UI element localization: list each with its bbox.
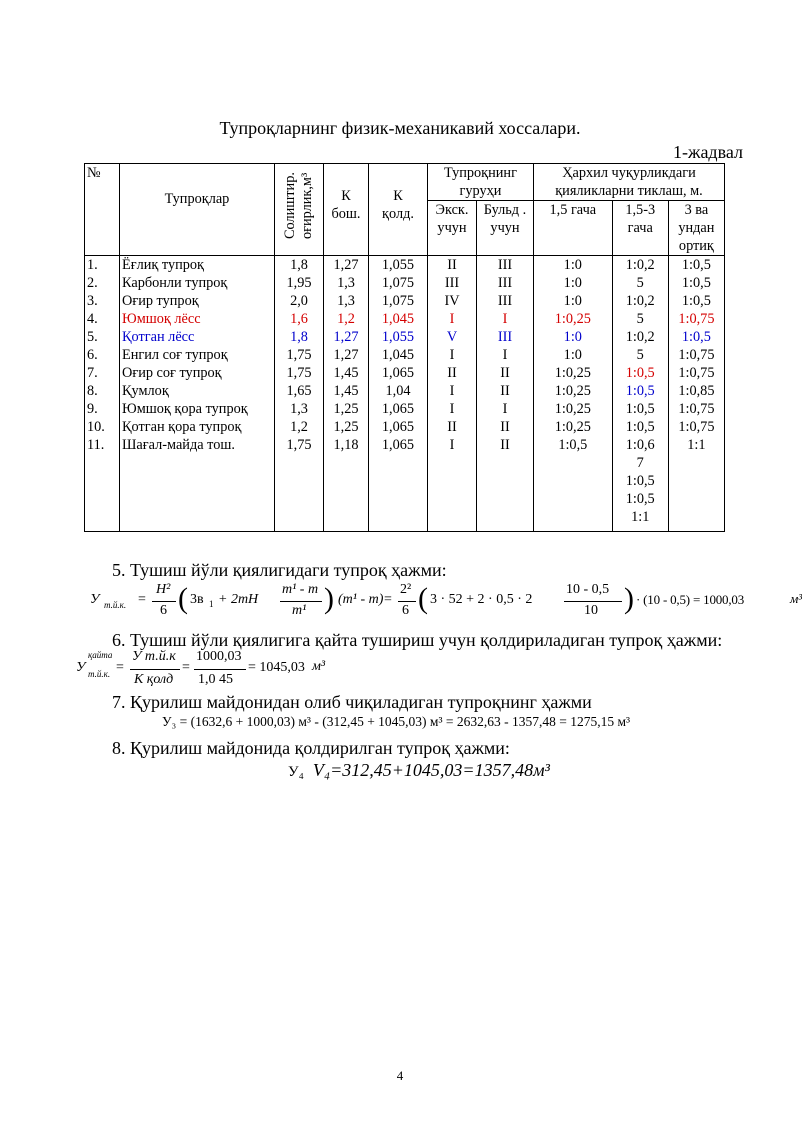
- cell-e: I: [449, 401, 455, 417]
- cell-b: II: [500, 437, 510, 453]
- cell-col-d3-lines: 1:0,5: [681, 257, 711, 273]
- f5-frac2-num: m¹ - m: [282, 582, 319, 597]
- section-8-formula: [288, 760, 550, 781]
- document-title: Тупроқларнинг физик-механикавий хоссалари.: [219, 118, 581, 138]
- header-specific-weight: [275, 164, 324, 256]
- cell-col-d2-lines: 1:0,5: [625, 383, 655, 399]
- cell-n: 8.: [87, 383, 98, 399]
- cell-w: 1,8: [290, 329, 308, 345]
- f5-paren1-mid: + 2mH: [218, 592, 259, 607]
- cell-col-d2-lines: 5: [636, 311, 644, 327]
- cell-name: Шағал-майда тош.: [122, 437, 235, 453]
- f6-lhs-sup: қайта: [88, 650, 113, 660]
- cell-d1: 1:0: [563, 275, 582, 291]
- f5-frac4-num: 10 - 0,5: [566, 582, 610, 597]
- section-7-formula: У₃ = (1632,6 + 1000,03) м³ - (312,45 + 1045,03) м³ = 2632,63 - 1357,48 = 1275,15 м³: [162, 714, 631, 729]
- cell-e: II: [447, 257, 457, 273]
- column-excavator: [428, 256, 477, 532]
- f5-lhs: У: [90, 592, 100, 607]
- section-5-heading: 5. Тушиш йўли қиялигидаги тупроқ ҳажми:: [112, 560, 447, 580]
- cell-w: 1,75: [286, 365, 312, 381]
- cell-name: Юмшоқ лёсс: [122, 311, 201, 327]
- cell-col-d2-lines: 5: [636, 347, 644, 363]
- cell-kq: 1,045: [381, 347, 415, 363]
- cell-col-d3-lines: 1:0,5: [681, 293, 711, 309]
- cell-n: 4.: [87, 311, 98, 327]
- cell-w: 1,6: [290, 311, 308, 327]
- f5-paren3-start: 3 · 52 + 2 · 0,5 · 2: [430, 592, 533, 607]
- f5-frac3-num: 2²: [400, 582, 412, 597]
- cell-b: III: [497, 293, 513, 309]
- cell-n: 5.: [87, 329, 98, 345]
- cell-w: 1,75: [286, 347, 312, 363]
- cell-e: I: [449, 311, 455, 327]
- cell-col-d3-lines: 1:0,75: [678, 311, 715, 327]
- cell-name: Оғир соғ тупроқ: [122, 365, 222, 381]
- page-number: 4: [396, 1068, 404, 1083]
- cell-d1: 1:0,25: [554, 383, 591, 399]
- cell-name: Карбонли тупроқ: [122, 275, 228, 291]
- column-number: [85, 256, 120, 532]
- cell-col-d3-lines: 1:0,75: [678, 419, 715, 435]
- f5-tail: · (10 - 0,5) = 1000,03: [636, 592, 744, 607]
- cell-kb: 1,27: [333, 329, 359, 345]
- table-label: 1-жадвал: [673, 142, 743, 162]
- cell-d1: 1:0,5: [558, 437, 588, 453]
- cell-name: Юмшоқ қора тупроқ: [122, 401, 248, 417]
- cell-kq: 1,055: [381, 329, 415, 345]
- cell-n: 2.: [87, 275, 98, 291]
- f6-unit: м³: [312, 659, 326, 674]
- cell-b: II: [500, 419, 510, 435]
- f5-equals: =: [138, 592, 146, 607]
- cell-d1: 1:0,25: [554, 311, 591, 327]
- section-8-heading: 8. Қурилиш майдонида қолдирилган тупроқ ҳажми:: [112, 738, 510, 758]
- cell-n: 9.: [87, 401, 98, 417]
- cell-kq: 1,075: [381, 293, 415, 309]
- header-depth-3: 3 ва ундан ортиқ: [668, 201, 724, 256]
- cell-b: III: [497, 329, 513, 345]
- header-k-bosh: [324, 164, 369, 256]
- column-soil-name: [120, 256, 275, 532]
- header-number: №: [85, 164, 120, 256]
- cell-col-d3-lines: 1:0,5: [681, 329, 711, 345]
- cell-b: II: [500, 365, 510, 381]
- cell-col-d2-lines: 1:0,5: [625, 365, 655, 381]
- column-depth-3: [668, 256, 724, 532]
- f5-paren3-close: ): [624, 582, 634, 615]
- cell-col-d2-lines: 1:0,2: [625, 293, 655, 309]
- cell-e: II: [447, 365, 457, 381]
- cell-e: II: [447, 419, 457, 435]
- cell-col-d2-lines: 5: [636, 275, 644, 291]
- f5-frac1-bar: [152, 601, 176, 602]
- column-k-qold: [369, 256, 428, 532]
- cell-kb: 1,25: [333, 419, 359, 435]
- cell-kb: 1,27: [333, 257, 359, 273]
- column-depth-1: [534, 256, 613, 532]
- cell-d1: 1:0: [563, 329, 582, 345]
- cell-n: 11.: [87, 437, 105, 453]
- cell-d1: 1:0,25: [554, 419, 591, 435]
- header-k-qold-label: қолд.: [382, 205, 414, 222]
- f6-result: = 1045,03: [248, 660, 305, 675]
- cell-w: 1,95: [286, 275, 312, 291]
- column-depth-2: [612, 256, 668, 532]
- f6-frac2-bar: [194, 669, 246, 670]
- cell-name: Оғир тупроқ: [122, 293, 199, 309]
- cell-col-d3-lines: 1:0,75: [678, 365, 715, 381]
- cell-col-d2-lines: 1:1: [631, 509, 650, 525]
- cell-e: V: [446, 329, 458, 345]
- cell-kb: 1,45: [333, 365, 359, 381]
- f5-paren1-start: 3в: [190, 592, 204, 607]
- cell-col-d3-lines: 1:0,5: [681, 275, 711, 291]
- f5-lhs-sub: т.й.к.: [104, 600, 127, 610]
- cell-n: 1.: [87, 257, 98, 273]
- f5-frac1-den: 6: [160, 603, 167, 618]
- cell-col-d2-lines: 1:0,5: [625, 473, 655, 489]
- cell-name: Қотган лёсс: [122, 329, 195, 345]
- cell-kb: 1,3: [337, 293, 355, 309]
- cell-name: Енгил соғ тупроқ: [122, 347, 228, 363]
- cell-name: Қумлоқ: [122, 383, 169, 399]
- cell-kq: 1,065: [381, 365, 415, 381]
- f5-frac4-den: 10: [584, 603, 598, 618]
- cell-kq: 1,04: [385, 383, 411, 399]
- cell-name: Қотган қора тупроқ: [122, 419, 242, 435]
- section-7-heading: 7. Қурилиш майдонидан олиб чиқиладиган тупроқнинг ҳажми: [112, 692, 592, 712]
- cell-kq: 1,045: [381, 311, 415, 327]
- cell-n: 10.: [87, 419, 105, 435]
- f5-frac4-bar: [564, 601, 622, 602]
- f6-frac2-num: 1000,03: [196, 649, 242, 664]
- cell-d1: 1:0,25: [554, 401, 591, 417]
- f5-unit: м³: [790, 591, 802, 606]
- f5-equals-2: =: [384, 592, 392, 607]
- cell-b: II: [500, 383, 510, 399]
- f6-lhs-sub: т.й.к.: [88, 669, 111, 679]
- section-6-formula: [76, 648, 396, 692]
- cell-w: 1,75: [286, 437, 312, 453]
- cell-n: 6.: [87, 347, 98, 363]
- f5-frac3-den: 6: [402, 603, 409, 618]
- cell-b: I: [502, 311, 508, 327]
- cell-e: I: [449, 383, 455, 399]
- cell-col-d2-lines: 1:0,5: [625, 419, 655, 435]
- section-5-formula: [86, 580, 802, 624]
- header-excavator: Экск. учун: [428, 201, 477, 256]
- cell-kq: 1,065: [381, 419, 415, 435]
- cell-kb: 1,25: [333, 401, 359, 417]
- cell-b: I: [502, 401, 508, 417]
- cell-d1: 1:0: [563, 293, 582, 309]
- cell-kb: 1,18: [333, 437, 359, 453]
- cell-d1: 1:0: [563, 347, 582, 363]
- f5-frac1-num: H²: [156, 582, 171, 597]
- f8-main: V₄=312,45+1045,03=: [312, 760, 475, 780]
- f6-equals: =: [116, 660, 124, 675]
- f8-result: 1357,48м³: [474, 760, 550, 780]
- f5-frac3-bar: [398, 601, 416, 602]
- cell-col-d2-lines: 1:0,5: [625, 491, 655, 507]
- soil-properties-table: [84, 163, 725, 532]
- column-specific-weight: [275, 256, 324, 532]
- f6-frac1-num: У т.й.к: [132, 649, 176, 664]
- cell-col-d2-lines: 1:0,5: [625, 401, 655, 417]
- header-specific-weight-text: Солиштир. оғирлик,м³: [282, 172, 315, 240]
- f5-frac2-bar: [280, 601, 322, 602]
- f6-frac1-bar: [130, 669, 180, 670]
- cell-b: I: [502, 347, 508, 363]
- cell-b: III: [497, 257, 513, 273]
- f5-frac2-den: m¹: [292, 603, 307, 618]
- f6-lhs: У: [76, 660, 86, 675]
- f5-paren3-open: (: [418, 582, 428, 615]
- header-depth-1: 1,5 гача: [534, 201, 613, 256]
- column-k-bosh: [324, 256, 369, 532]
- cell-col-d2-lines: 1:0,6: [625, 437, 655, 453]
- cell-col-d2-lines: 1:0,2: [625, 257, 655, 273]
- cell-kb: 1,45: [333, 383, 359, 399]
- header-k-bosh-label: бош.: [331, 205, 361, 222]
- f5-paren1-open: (: [178, 582, 188, 615]
- column-bulldozer: [477, 256, 534, 532]
- f5-paren1-close: ): [324, 582, 334, 615]
- header-k-qold-symbol: К: [393, 187, 403, 204]
- cell-w: 1,8: [290, 257, 308, 273]
- cell-kq: 1,075: [381, 275, 415, 291]
- section-6-heading: 6. Тушиш йўли қиялигига қайта тушириш учун қолдириладиган тупроқ ҳажми:: [112, 630, 723, 650]
- header-soil-group: Тупроқнинг гуруҳи: [428, 164, 534, 201]
- cell-w: 1,65: [286, 383, 312, 399]
- f8-prefix: У₄: [288, 764, 304, 780]
- cell-w: 1,2: [290, 419, 308, 435]
- header-bulldozer: Бульд . учун: [477, 201, 534, 256]
- cell-e: I: [449, 347, 455, 363]
- header-k-bosh-symbol: К: [341, 187, 351, 204]
- cell-col-d3-lines: 1:1: [687, 437, 706, 453]
- header-soils: Тупроқлар: [120, 164, 275, 256]
- cell-e: I: [449, 437, 455, 453]
- cell-col-d3-lines: 1:0,75: [678, 401, 715, 417]
- cell-d1: 1:0: [563, 257, 582, 273]
- cell-w: 2,0: [290, 293, 308, 309]
- f5-paren1-sub: 1: [209, 599, 214, 609]
- cell-n: 7.: [87, 365, 98, 381]
- header-slopes: Ҳархил чуқурликдаги қияликларни тиклаш, м.: [534, 164, 725, 201]
- cell-col-d3-lines: 1:0,75: [678, 347, 715, 363]
- cell-col-d2-lines: 7: [636, 455, 644, 471]
- cell-col-d3-lines: 1:0,85: [678, 383, 715, 399]
- cell-e: III: [444, 275, 460, 291]
- cell-b: III: [497, 275, 513, 291]
- cell-kq: 1,055: [381, 257, 415, 273]
- f5-paren2: (m¹ - m): [338, 592, 384, 607]
- cell-kb: 1,27: [333, 347, 359, 363]
- header-depth-2: 1,5-3 гача: [612, 201, 668, 256]
- cell-d1: 1:0,25: [554, 365, 591, 381]
- cell-kq: 1,065: [381, 401, 415, 417]
- cell-e: IV: [444, 293, 460, 309]
- f6-frac2-den: 1,0 45: [198, 672, 233, 687]
- f6-frac1-den: К қолд: [134, 672, 174, 687]
- header-k-qold: [369, 164, 428, 256]
- cell-n: 3.: [87, 293, 98, 309]
- f6-equals-2: =: [182, 660, 190, 675]
- cell-col-d2-lines: 1:0,2: [625, 329, 655, 345]
- cell-kb: 1,2: [337, 311, 355, 327]
- cell-name: Ёғлиқ тупроқ: [122, 257, 205, 273]
- cell-w: 1,3: [290, 401, 308, 417]
- cell-kb: 1,3: [337, 275, 355, 291]
- cell-kq: 1,065: [381, 437, 415, 453]
